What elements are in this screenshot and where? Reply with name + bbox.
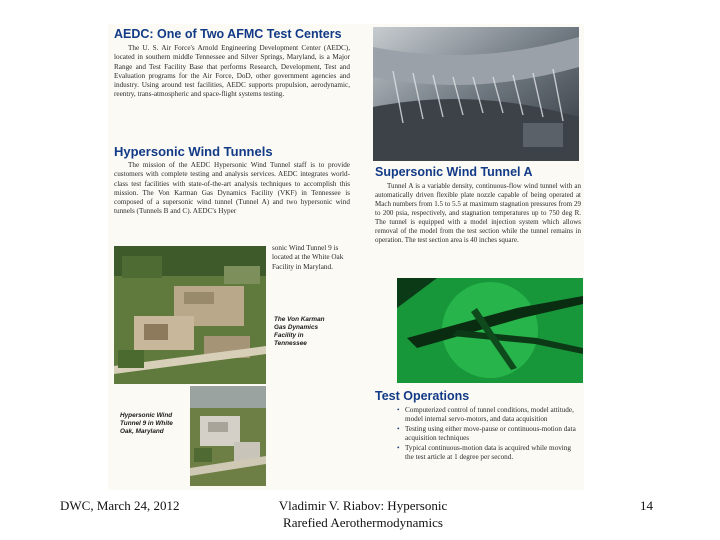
hypersonic-paragraph-side: sonic Wind Tunnel 9 is located at the White Oak Facility in Maryland. [272,244,344,271]
supersonic-paragraph: Tunnel A is a variable density, continuous-flow wind tunnel with an automatically driven flexible plate nozzle capable of being operated at Mach numbers from 1.5 to 5.5 at maximum stagnation pressures from 29 to 200 psia, respectively, and stagnation temperatures up to 750 deg R. The tunnel is equipped with a model injection system which allows removal of the model from the test section while the tunnel remains in operation. The test section area is 40 inches square. [375,182,581,244]
aedc-heading: AEDC: One of Two AFMC Test Centers [114,27,342,41]
hypersonic-heading: Hypersonic Wind Tunnels [114,144,273,159]
schlieren-photo [397,278,583,383]
footer-author-line2: Rarefied Aerothermodynamics [283,515,443,530]
footer-date: DWC, March 24, 2012 [60,498,180,513]
list-item: • Typical continuous-motion data is acquired while moving the test article at 1 degree per second. [395,444,581,462]
page-number: 14 [640,498,653,513]
tunnel-a-photo [373,27,579,161]
vkf-aerial-photo [114,246,266,384]
test-operations-heading: Test Operations [375,389,470,403]
vkf-caption: The Von Karman Gas Dynamics Facility in Tennessee [274,316,325,347]
aedc-paragraph: The U. S. Air Force's Arnold Engineering Development Center (AEDC), located in southern middle Tennessee and Silver Springs, Maryland, is a Major Range and Test Facility Base that performs Research, Development, Test and Evaluation programs for the Air Force, DoD, other government agencies and industry. Using around test facilities, AEDC supports propulsion, aerodynamic, reentry, trans-atmospheric and space-flight systems testing. [114,44,350,99]
document-page [108,24,584,490]
supersonic-heading: Supersonic Wind Tunnel A [375,165,533,179]
tunnel9-caption: Hypersonic Wind Tunnel 9 in White Oak, Maryland [120,412,173,435]
list-item: • Testing using either move-pause or continuous-motion data acquisition techniques [395,425,581,443]
hypersonic-paragraph: The mission of the AEDC Hypersonic Wind Tunnel staff is to provide customers with complete testing and analysis services. AEDC integrates world-class test facilities with state-of-the-art analysis techniques to accomplish this mission. The Von Karman Gas Dynamics Facility (VKF) in Tennessee is composed of a supersonic wind tunnel (Tunnel A) and two hypersonic wind tunnels (Tunnels B and C). AEDC's Hyper [114,161,350,216]
footer-author-line1: Vladimir V. Riabov: Hypersonic [278,498,448,513]
tunnel9-aerial-photo [190,386,266,486]
test-operations-list [395,406,581,463]
list-item: • Computerized control of tunnel conditions, model attitude, model internal servo-motors, and data acquisition [395,406,581,424]
